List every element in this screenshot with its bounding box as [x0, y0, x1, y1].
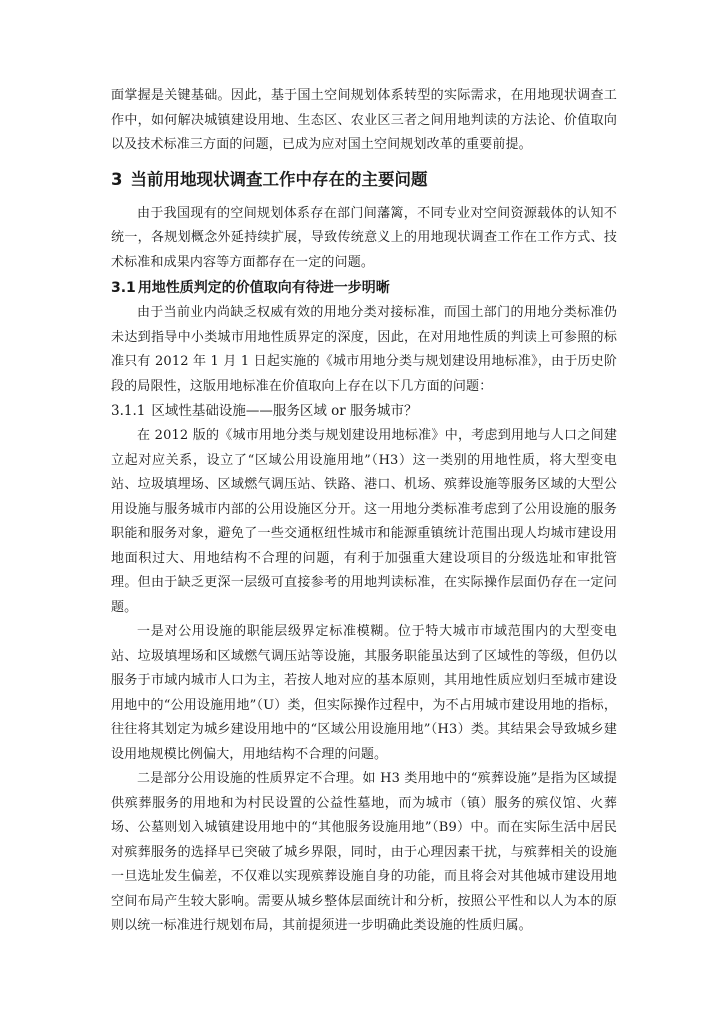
section-3-1-1-heading — [111, 399, 617, 424]
section-3-1-1-number: 3.1.1 — [111, 403, 146, 419]
section-3-1-1-title: 区域性基础设施——服务区域 or 服务城市？ — [151, 403, 418, 419]
section-3-intro-paragraph: 由于我国现有的空间规划体系存在部门间藩篱，不同专业对空间资源载体的认知不统一，各规划概念外延持续扩展，导致传统意义上的用地现状调查工作在工作方式、技术标准和成果内容等方面都存在一定的问题。 — [111, 205, 617, 270]
section-3-heading — [111, 168, 617, 192]
section-3-1-1-paragraph-1: 在 2012 版的《城市用地分类与规划建设用地标准》中，考虑到用地与人口之间建立起对应关系，设立了“区域公用设施用地”（H3）这一类别的用地性质，将大型变电站、垃圾填埋场、区域燃气调压站、铁路、港口、机场、殡葬设施等服务区域的大型公用设施与服务城市内部的公用设施区分开。这一用地分类标准考虑到了公用设施的服务职能和服务对象，避免了一些交通枢纽性城市和能源重镇统计范围出现人均城市建设用地面积过大、用地结构不合理的问题，有利于加强重大建设项目的分级选址和审批管理。但由于缺乏更深一层级可直接参考的用地判读标准，在实际操作层面仍存在一定问题。 — [111, 428, 617, 615]
section-3-1-1-paragraph-2: 一是对公用设施的职能层级界定标准模糊。位于特大城市市域范围内的大型变电站、垃圾填埋场和区域燃气调压站等设施，其服务职能虽达到了区域性的等级，但仍以服务于市域内城市人口为主，若按人地对应的基本原则，其用地性质应划归至城市建设用地中的“公用设施用地”（U）类，但实际操作过程中，为不占用城市建设用地的指标，往往将其划定为城乡建设用地中的“区域公用设施用地”（H3）类。其结果会导致城乡建设用地规模比例偏大，用地结构不合理的问题。 — [111, 624, 617, 762]
section-3-1-heading — [111, 276, 617, 300]
continuation-paragraph: 面掌握是关键基础。因此，基于国土空间规划体系转型的实际需求，在用地现状调查工作中，如何解决城镇建设用地、生态区、农业区三者之间用地判读的方法论、价值取向以及技术标准三方面的问题，已成为应对国土空间规划改革的重要前提。 — [111, 88, 617, 152]
section-3-1-title: 用地性质判定的价值取向有待进一步明晰 — [137, 280, 390, 296]
section-3-1-number: 3.1 — [111, 280, 136, 296]
section-3-1-paragraph: 由于当前业内尚缺乏权威有效的用地分类对接标准，而国土部门的用地分类标准仍未达到指导中小类城市用地性质界定的深度，因此，在对用地性质的判读上可参照的标准只有 2012 年 1 月 1 日起实施的《城市用地分类与规划建设用地标准》，由于历史阶段的局限性，这版用地标准在价值取向上存在以下几方面的问题： — [111, 305, 617, 394]
section-3-number: 3 — [111, 169, 123, 189]
page-content — [111, 84, 617, 939]
section-3-1-1-paragraph-3: 二是部分公用设施的性质界定不合理。如 H3 类用地中的“殡葬设施”是指为区域提供殡葬服务的用地和为村民设置的公益性墓地，而为城市（镇）服务的殡仪馆、火葬场、公墓则划入城镇建设用地中的“其他服务设施用地”（B9）中。而在实际生活中居民对殡葬服务的选择早已突破了城乡界限，同时，由于心理因素干扰，与殡葬相关的设施一旦选址发生偏差，不仅难以实现殡葬设施自身的功能，而且将会对其他城市建设用地空间布局产生较大影响。需要从城乡整体层面统计和分析，按照公平性和以人为本的原则以统一标准进行规划布局，其前提须进一步明确此类设施的性质归属。 — [111, 771, 617, 933]
section-3-title: 当前用地现状调查工作中存在的主要问题 — [130, 169, 428, 189]
